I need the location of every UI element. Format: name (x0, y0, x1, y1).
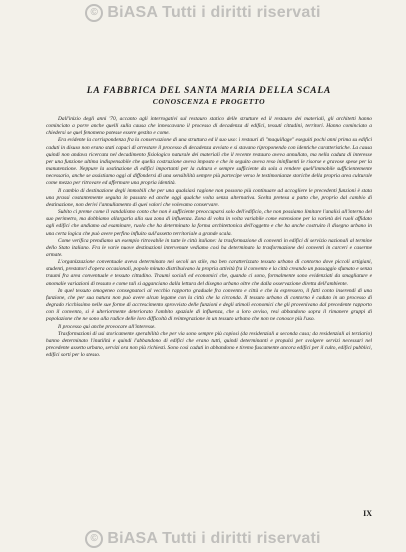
paragraph: Il cambio di destinazione degli immobili che per una qualsiasi ragione non possono più continuare ad accogliere le precedenti funzioni è stata una prassi costantemente seguita in passato ed anche oggi qualche volta senza alternativa. Scelta pretesa a patto che, proprio dal cambio di destinazione, non derivi l'annullamento di quei valori che volevamo conservare. (46, 187, 372, 208)
paragraph: In quel tessuto omogeneo consegnatoci al vecchio rapporto graduale fra convento e città e che la espressero, il fatti conto inserendi di una funzione, che per sua natura non può avere alcun legame con la città che la circonda. Il tessuto urbano di contorno è caduto in un processo di degrado ricchissimo nelle sue forme di accrescimento sprovvisto delle funzioni e degli stimoli economici che gli provenivano dal precedente rapporto con il convento, si è ulteriormente deteriorato l'ambito spaziale di influenza, che a loro avviso, resi abbandono sopra il rimanere gruppi di popolazione che ne sono alla radice delle loro difficoltà di reintegrazione in un tessuto urbano che non ne conosce più l'uso. (46, 287, 372, 323)
paragraph: L'organizzazione conventuale aveva determinato nei secoli un stile, ma ben caratterizzato tessuto urbano di contorno dove piccoli artigiani, studenti, prestatori d'opera occasionali, popolo minuto distribuivano la propria attività fra il convento e la città creando un passaggio sfumato e senza traumi fra area conventuale e tessuto cittadino. Traumi sociali ed economici che, quando ci sono, formalmente sono evidenziati da smagliature e anomalie variazioni di tessuto e come tali si agganciano dalla lettura del disegno urbano oltre che dalla osservazione diretta dell'ambiente. (46, 259, 372, 287)
watermark-text: BiASA Tutti i diritti riservati (107, 4, 321, 21)
paragraph: Trasformazioni di usi storicamente sperabilità che per via sono sempre più copiosi (da residenziali a seconda casa; da residenziali ai terziario) hanno determinato l'inutilità e quindi l'abbandono di edifici che erano tutti, quindi determinanti e propulsi per svolgere servizi necessari nel precedente assetto urbano, servizi ora non più richiesti. Sono così caduti in abbandono e tiremo fuscamente ancora edifici per il culto, edifici pubblici, edifici sorti per lo stesso. (46, 330, 372, 359)
paragraph: Dall'inizio degli anni '70, accanto agli interrogativi sul restauro statico delle strutture ed il restauro dei materiali, gli architetti hanno cominciato a porre anche quelli sulla causa che innescavano il processo di decadenza di edifici, tessuti cittadini, territori. Hanno cominciato a chiedersi se quel fenomeno potesse essere gestito e come. (46, 116, 372, 137)
article (46, 86, 372, 359)
article-body (46, 116, 372, 359)
copyright-icon: © (85, 530, 103, 548)
article-title: LA FABBRICA DEL SANTA MARIA DELLA SCALA (86, 86, 332, 96)
page-number: IX (363, 509, 372, 518)
copyright-icon: © (85, 4, 103, 22)
paragraph: Subito ci preme come il vandalismo conto che non è sufficiente preoccuparsi solo dell'edificio, che non possiamo limitare l'analisi all'interno del suo perimetro, ma dobbiamo allargarla alla sua zona di influenza. Zona di volta in volta variabile come estensione per la varietà dei ruoli affidato agli edifici che andiamo ad esaminare, ruolo che ha determinato la forma architettonica dell'oggetto e che ha anche costruito il disegno urbano in una certa logica che può avere perfino influito sull'assetto territoriale a grande scala. (46, 209, 372, 237)
article-subtitle: CONOSCENZA E PROGETTO (152, 97, 266, 106)
watermark-top (0, 4, 406, 22)
paragraph: Era evidente la corrispondenza fra la conservazione di una struttura ed il suo uso: i restauri di "maquillage" eseguiti pochi anni prima su edifici caduti in disuso non erano stati capaci di arrestare il processo di decadenza avviato e si stavano riproponendo con identiche caratteristiche. La causa quindi non andava ricercata nel decadimento fisiologico naturale dei materiali che il recente restauro aveva annullato, ma nella caduta di interesse per una funzione ultima indispensabile che quella costruzione aveva imposto e che in seguito aveva reso ininfluenti le risorse e gravose spese per la manutenzione. Neppure la sostituzione di edifici importanti per la cultura e sempre sufficiente da sola a rendere quell'immobile sufficientemente necessario, anche se assistiamo oggi al diffondersi di una sensibilità sempre più partecipe verso le testimonianze storiche della propria area culturale come mezzo per ritrovare ed affermare una propria identità. (46, 137, 372, 187)
watermark-bottom (0, 530, 406, 548)
watermark-text: BiASA Tutti i diritti riservati (107, 530, 321, 547)
paragraph: Come verifica prendiamo un esempio ritrovabile in tutte le città italiane: la trasformazione di conventi in edifici di servizio nazionali al termine dello Stato italiano. Fra le varie nuove destinazioni intervenute vediamo così ha determinato la trasformazione dei conventi in carceri e caserme armate. (46, 237, 372, 258)
paragraph: Il processo qui anche provocare all'interesse. (58, 323, 156, 330)
